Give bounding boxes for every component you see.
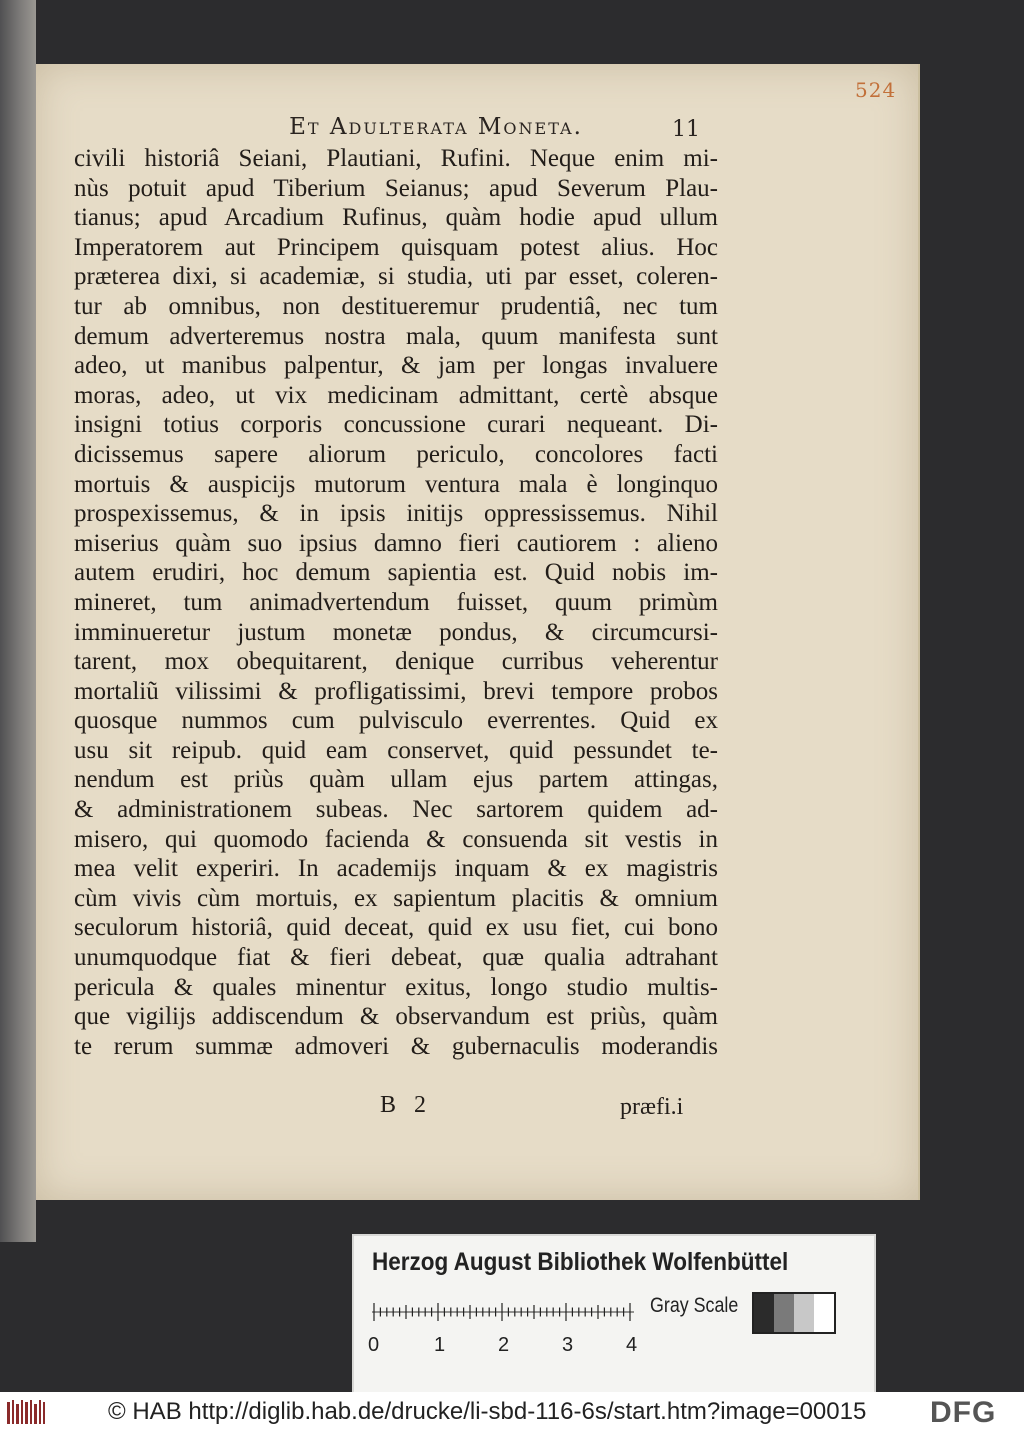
text-line: tur ab omnibus, non destitueremur prudentiâ, nec tum bbox=[74, 292, 718, 320]
ruler-scale bbox=[372, 1292, 634, 1332]
body-text bbox=[74, 144, 718, 1061]
gray-swatch bbox=[754, 1294, 774, 1332]
text-line: nùs potuit apud Tiberium Seianus; apud Severum Plau- bbox=[74, 174, 718, 202]
text-line: insigni totius corporis concussione curari nequeant. Di- bbox=[74, 411, 718, 439]
library-name: Herzog August Bibliothek Wolfenbüttel bbox=[372, 1248, 789, 1276]
text-line: usu sit reipub. quid eam conservet, quid pessundet te- bbox=[74, 736, 718, 764]
text-line: cùm vivis cùm mortuis, ex sapientum placitis & omnium bbox=[74, 884, 718, 912]
catchword: præfi.i bbox=[620, 1094, 684, 1120]
ruler-number: 2 bbox=[498, 1334, 510, 1356]
text-line: adeo, ut manibus palpentur, & jam per longas invaluere bbox=[74, 352, 718, 380]
text-line: pericula & quales minentur exitus, longo studio multis- bbox=[74, 973, 718, 1001]
book-page bbox=[36, 64, 920, 1200]
text-line: te rerum summæ admoveri & gubernaculis moderandis bbox=[74, 1032, 718, 1060]
text-line: mortuis & auspicijs mutorum ventura mala è longinquo bbox=[74, 470, 718, 498]
text-line: quosque nummos cum pulvisculo everrentes. Quid ex bbox=[74, 707, 718, 735]
dfg-logo: DFG bbox=[930, 1396, 997, 1429]
text-line: misero, qui quomodo facienda & consuenda sit vestis in bbox=[74, 825, 718, 853]
gray-scale-label: Gray Scale bbox=[650, 1294, 739, 1317]
ruler-number: 3 bbox=[562, 1334, 574, 1356]
text-line: tianus; apud Arcadium Rufinus, quàm hodie apud ullum bbox=[74, 204, 718, 232]
text-line: que vigilijs addiscendum & observandum est priùs, quàm bbox=[74, 1003, 718, 1031]
text-line: demum adverteremus nostra mala, quum manifesta sunt bbox=[74, 322, 718, 350]
text-line: civili historiâ Seiani, Plautiani, Rufini. Neque enim mi- bbox=[74, 145, 718, 172]
text-line: autem erudiri, hoc demum sapientia est. Quid nobis im- bbox=[74, 559, 718, 587]
color-reference-card bbox=[352, 1234, 876, 1394]
text-line: seculorum historiâ, quid deceat, quid ex usu fiet, cui bono bbox=[74, 914, 718, 942]
text-line: nendum est priùs quàm ullam ejus partem attingas, bbox=[74, 766, 718, 794]
footer-bar bbox=[0, 1392, 1024, 1432]
text-line: mortaliũ vilissimi & profligatissimi, brevi tempore probos bbox=[74, 677, 718, 705]
ruler-number: 0 bbox=[368, 1334, 380, 1356]
text-line: Imperatorem aut Principem quisquam potest alius. Hoc bbox=[74, 233, 718, 261]
gray-swatch bbox=[814, 1294, 834, 1332]
hab-logo-icon bbox=[6, 1398, 46, 1426]
text-line: miserius quàm suo ipsius damno fieri cautiorem : alieno bbox=[74, 529, 718, 557]
running-head: Et Adulterata Moneta. bbox=[289, 114, 583, 140]
text-line: tarent, mox obequitarent, denique curribus veherentur bbox=[74, 648, 718, 676]
text-line: moras, adeo, ut vix medicinam admittant, certè absque bbox=[74, 381, 718, 409]
gray-swatch bbox=[794, 1294, 814, 1332]
scan-book-edge bbox=[0, 0, 36, 1242]
page-number: 11 bbox=[672, 117, 700, 142]
text-line: dicissemus sapere aliorum periculo, concolores facti bbox=[74, 440, 718, 468]
ruler-number: 4 bbox=[626, 1334, 638, 1356]
text-line: imminueretur justum monetæ pondus, & circumcursi- bbox=[74, 618, 718, 646]
gray-scale-swatches bbox=[752, 1292, 836, 1334]
footer-url[interactable]: © HAB http://diglib.hab.de/drucke/li-sbd-116-6s/start.htm?image=00015 bbox=[108, 1398, 867, 1425]
text-line: prospexissemus, & in ipsis initijs oppressissemus. Nihil bbox=[74, 500, 718, 528]
ruler-number: 1 bbox=[434, 1334, 446, 1356]
text-line: unumquodque fiat & fieri debeat, quæ qualia adtrahant bbox=[74, 944, 718, 972]
text-line: mea velit experiri. In academijs inquam & ex magistris bbox=[74, 855, 718, 883]
manuscript-folio-number: 524 bbox=[855, 78, 897, 102]
gray-swatch bbox=[774, 1294, 794, 1332]
text-line: & administrationem subeas. Nec sartorem quidem ad- bbox=[74, 796, 718, 824]
text-line: mineret, tum animadvertendum fuisset, quum primùm bbox=[74, 588, 718, 616]
text-line: præterea dixi, si academiæ, si studia, uti par esset, coleren- bbox=[74, 263, 718, 291]
signature-mark: B 2 bbox=[380, 1092, 433, 1118]
